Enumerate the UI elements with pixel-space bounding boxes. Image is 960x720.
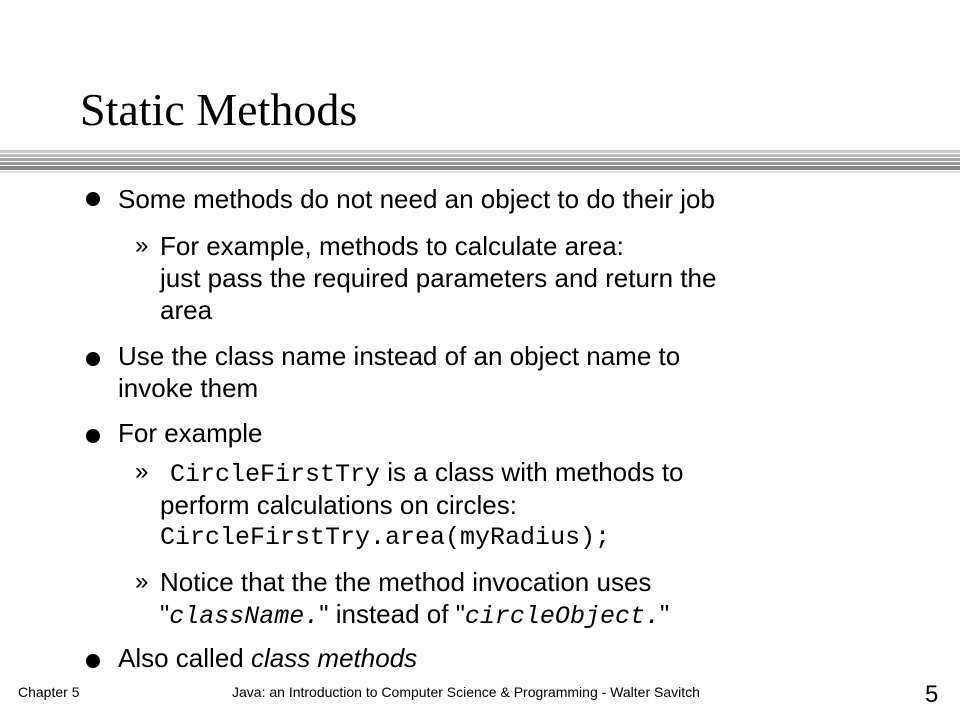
object-name-code: circleObject. bbox=[464, 602, 660, 631]
sub-bullet-marker: » bbox=[135, 568, 149, 595]
code-example: CircleFirstTry.area(myRadius); bbox=[160, 523, 611, 552]
quote-mark: " bbox=[160, 599, 170, 629]
sub-bullet-line bbox=[160, 456, 684, 491]
footer-chapter: Chapter 5 bbox=[18, 684, 80, 700]
bullet-text: For example bbox=[118, 418, 263, 448]
bullet-icon bbox=[86, 192, 100, 206]
sub-bullet-marker: » bbox=[135, 458, 149, 485]
bullet-text: Use the class name instead of an object name to bbox=[118, 341, 681, 371]
sub-bullet-line bbox=[160, 598, 669, 633]
page-number: 5 bbox=[925, 681, 939, 708]
sub-bullet-text: area bbox=[160, 295, 213, 325]
sub-bullet-text: For example, methods to calculate area: bbox=[160, 231, 624, 261]
sub-bullet-text: perform calculations on circles: bbox=[160, 490, 517, 520]
sub-bullet-marker: » bbox=[135, 232, 149, 259]
class-name-code: className. bbox=[169, 602, 320, 631]
instead-of-text: " instead of " bbox=[319, 599, 465, 629]
class-name-code: CircleFirstTry bbox=[170, 460, 381, 489]
bullet-prefix: Also called bbox=[118, 643, 251, 673]
bullet-icon bbox=[86, 352, 100, 366]
sub-bullet-text: just pass the required parameters and return the bbox=[160, 263, 717, 293]
title-underline bbox=[0, 150, 960, 176]
bullet-icon bbox=[86, 429, 100, 443]
bullet-text bbox=[118, 642, 417, 674]
footer-book-title: Java: an Introduction to Computer Science & Programming - Walter Savitch bbox=[232, 684, 700, 700]
class-desc-text: is a class with methods to bbox=[380, 457, 684, 487]
bullet-text: invoke them bbox=[118, 373, 259, 403]
slide-title: Static Methods bbox=[80, 84, 358, 135]
bullet-emphasis: class methods bbox=[250, 643, 418, 673]
sub-bullet-text: Notice that the the method invocation uses bbox=[160, 567, 652, 597]
quote-mark: " bbox=[659, 599, 670, 629]
bullet-text: Some methods do not need an object to do their job bbox=[118, 184, 715, 214]
bullet-icon bbox=[86, 654, 100, 668]
